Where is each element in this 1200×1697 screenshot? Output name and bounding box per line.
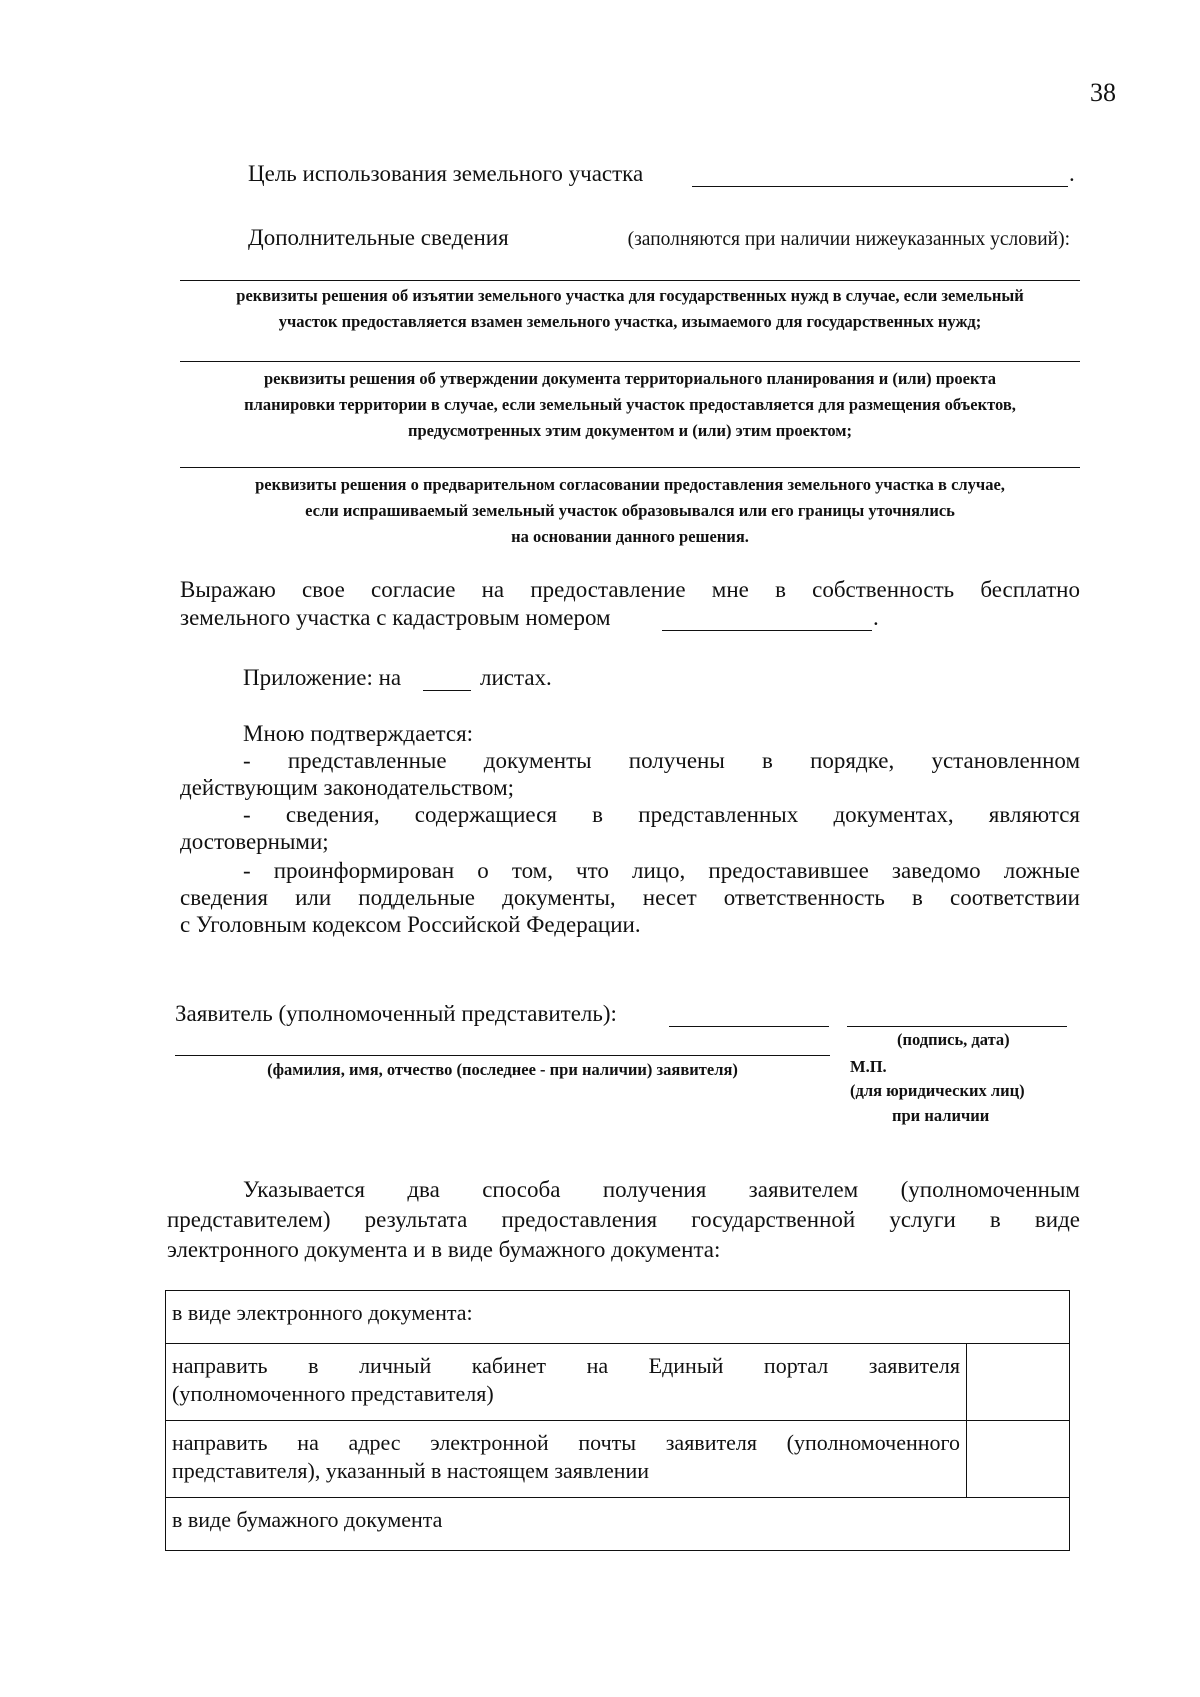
preliminary-approval-caption: реквизиты решения о предварительном согласовании предоставления земельного участка в случае, если испрашиваемый земельный участок образовывался или его границы уточнялись на основании данного решения. <box>255 475 1005 546</box>
consent-end-mark: . <box>873 605 879 630</box>
email-option-cell <box>166 1421 967 1498</box>
applicant-label: Заявитель (уполномоченный представитель): <box>175 1001 617 1026</box>
full-name-input-line[interactable] <box>175 1055 830 1056</box>
email-option-line-1: направить на адрес электронной почты заявителя (уполномоченного <box>172 1430 960 1455</box>
consent-line-2: земельного участка с кадастровым номером <box>180 605 611 630</box>
planning-decision-line[interactable] <box>180 361 1080 362</box>
confirmation-item-3-line-3: с Уголовным кодексом Российской Федерации. <box>180 912 641 937</box>
confirmation-item-1-line-1: - представленные документы получены в порядке, установленном <box>243 748 1080 773</box>
email-option-line-2: представителя), указанный в настоящем заявлении <box>172 1458 650 1483</box>
portal-option-cell <box>166 1344 967 1421</box>
preliminary-approval-line[interactable] <box>180 467 1080 468</box>
stamp-label: М.П. <box>850 1057 887 1076</box>
signature-date-input-line[interactable] <box>847 1026 1067 1027</box>
page-number: 38 <box>1090 78 1116 107</box>
paper-header-text: в виде бумажного документа <box>172 1507 443 1532</box>
email-option-checkbox[interactable] <box>967 1421 1070 1498</box>
full-name-caption: (фамилия, имя, отчество (последнее - при наличии) заявителя) <box>267 1060 738 1079</box>
table-row-electronic-header <box>166 1291 1070 1344</box>
electronic-header-cell <box>166 1291 1070 1344</box>
confirmations-heading: Мною подтверждается: <box>243 721 474 746</box>
confirmation-item-1-line-2: действующим законодательством; <box>180 775 515 800</box>
additional-heading: Дополнительные сведения <box>248 225 509 250</box>
planning-decision-caption: реквизиты решения об утверждении документа территориального планирования и (или) проекта планировки территории в случае, если земельный участок предоставляется для размещения объектов, предусмотренных этим документом и (или) этим проектом; <box>244 369 1016 440</box>
attachment-prefix: Приложение: на <box>243 665 402 690</box>
attachment-suffix: листах. <box>480 665 552 690</box>
delivery-methods-table <box>165 1290 1070 1551</box>
delivery-line-2: представителем) результата предоставления государственной услуги в виде <box>167 1207 1080 1232</box>
attachment-sheets-input-line[interactable] <box>423 690 471 691</box>
delivery-line-1: Указывается два способа получения заявителем (уполномоченным <box>243 1177 1080 1202</box>
applicant-input-line[interactable] <box>669 1026 829 1027</box>
purpose-end-mark: . <box>1069 161 1075 186</box>
portal-option-checkbox[interactable] <box>967 1344 1070 1421</box>
confirmation-item-3-line-2: сведения или поддельные документы, несет ответственность в соответствии <box>180 885 1080 910</box>
table-row-portal <box>166 1344 1070 1421</box>
portal-option-line-2: (уполномоченного представителя) <box>172 1381 494 1406</box>
additional-heading-note: (заполняются при наличии нижеуказанных условий): <box>627 229 1070 250</box>
seizure-decision-caption: реквизиты решения об изъятии земельного участка для государственных нужд в случае, если земельный участок предоставляется взамен земельного участка, изымаемого для государственных нужд; <box>236 286 1024 331</box>
stamp-note-line-1: (для юридических лиц) <box>850 1081 1025 1100</box>
paper-header-cell <box>166 1498 1070 1551</box>
table-row-email <box>166 1421 1070 1498</box>
signature-caption: (подпись, дата) <box>897 1030 1010 1049</box>
confirmation-item-2-line-2: достоверными; <box>180 829 329 854</box>
portal-option-line-1: направить в личный кабинет на Единый портал заявителя <box>172 1353 960 1378</box>
purpose-input-line[interactable] <box>692 186 1068 187</box>
stamp-note-line-2: при наличии <box>892 1106 990 1125</box>
confirmation-item-2-line-1: - сведения, содержащиеся в представленных документах, являются <box>243 802 1080 827</box>
electronic-header-text: в виде электронного документа: <box>172 1300 473 1325</box>
seizure-decision-line[interactable] <box>180 280 1080 281</box>
consent-line-1: Выражаю свое согласие на предоставление мне в собственность бесплатно <box>180 577 1080 602</box>
delivery-line-3: электронного документа и в виде бумажного документа: <box>167 1237 721 1262</box>
confirmation-item-3-line-1: - проинформирован о том, что лицо, предоставившее заведомо ложные <box>243 858 1080 883</box>
cadastral-number-input-line[interactable] <box>662 630 872 631</box>
table-row-paper-header <box>166 1498 1070 1551</box>
purpose-label: Цель использования земельного участка <box>248 161 644 186</box>
